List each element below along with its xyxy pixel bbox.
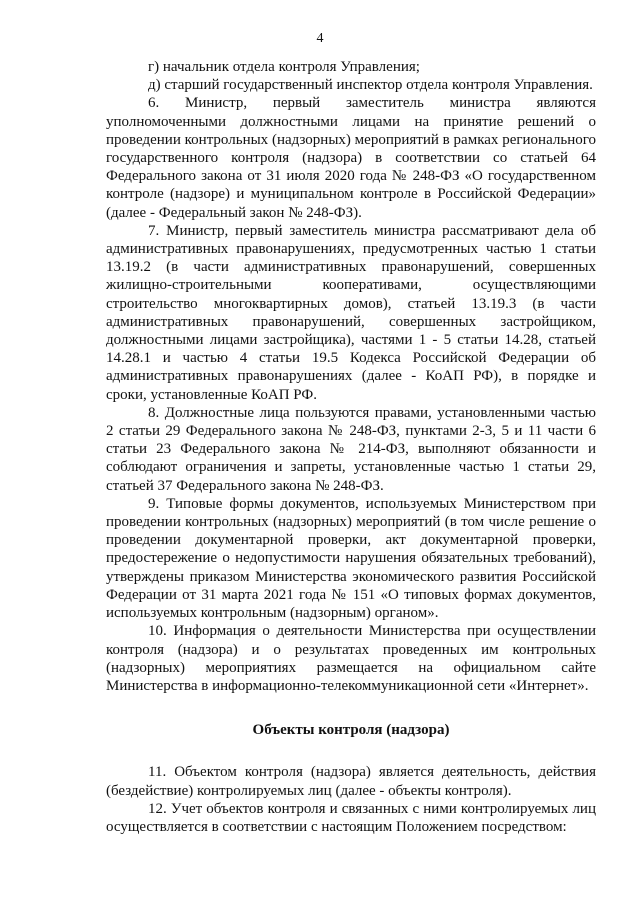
- paragraph-11: 11. Объектом контроля (надзора) является деятельность, действия (бездействие) контролируемых лиц (далее - объекты контроля).: [106, 764, 596, 799]
- document-body: [106, 58, 596, 836]
- paragraph-6: 6. Министр, первый заместитель министра являются уполномоченными должностными лицами на принятие решений о проведении контрольных (надзорных) мероприятий в рамках регионального государственного контроля (надзора) в соответствии со статьей 64 Федерального закона от 31 июля 2020 года № 248-ФЗ «О государственном контроле (надзоре) и муниципальном контроле в Российской Федерации» (далее - Федеральный закон № 248-ФЗ).: [106, 95, 596, 221]
- section-heading: Объекты контроля (надзора): [252, 722, 450, 739]
- paragraph-item-d: д) старший государственный инспектор отдела контроля Управления.: [148, 77, 593, 94]
- paragraph-12: 12. Учет объектов контроля и связанных с ними контролируемых лиц осуществляется в соответствии с настоящим Положением посредством:: [106, 800, 596, 835]
- paragraph-10: 10. Информация о деятельности Министерства при осуществлении контроля (надзора) и о результатах проведенных им контрольных (надзорных) мероприятиях размещается на официальном сайте Министерства в информационно-телекоммуникационной сети «Интернет».: [106, 623, 596, 694]
- page-number: 4: [316, 31, 324, 46]
- paragraph-item-g: г) начальник отдела контроля Управления;: [148, 59, 420, 75]
- paragraph-9: 9. Типовые формы документов, используемых Министерством при проведении контрольных (надзорных) мероприятий (в том числе решение о проведении документарной проверки, акт документарной проверки, предостережение о недопустимости нарушения обязательных требований), утверждены приказом Министерства экономического развития Российской Федерации от 31 марта 2021 года № 151 «О типовых формах документов, используемых контрольным (надзорным) органом».: [106, 495, 596, 622]
- paragraph-8: 8. Должностные лица пользуются правами, установленными частью 2 статьи 29 Федерального закона № 248-ФЗ, пунктами 2-3, 5 и 11 части 6 статьи 23 Федерального закона № 214-ФЗ, выполняют обязанности и соблюдают ограничения и запреты, установленные частью 1 статьи 29, статьей 37 Федерального закона № 248-ФЗ.: [106, 404, 596, 494]
- paragraph-7: 7. Министр, первый заместитель министра рассматривают дела об административных правонарушениях, предусмотренных частью 1 статьи 13.19.2 (в части административных правонарушений, совершенных жилищно-строительными кооперативами, осуществляющими строительство многоквартирных домов), статьей 13.19.3 (в части административных правонарушений, совершенных застройщиком, должностными лицами застройщика), частями 1 - 5 статьи 14.28, статьей 14.28.1 и частью 4 статьи 19.5 Кодекса Российской Федерации об административных правонарушениях (далее - КоАП РФ), в порядке и сроки, установленные КоАП РФ.: [106, 222, 596, 403]
